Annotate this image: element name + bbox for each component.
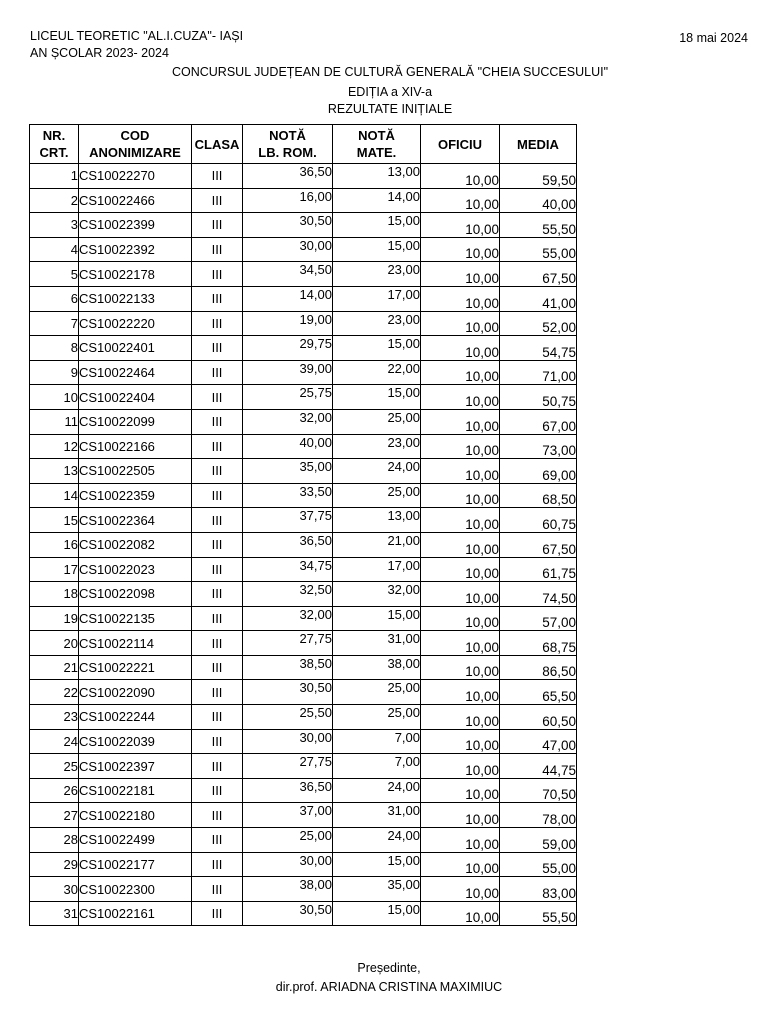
class-cell: III (192, 680, 243, 705)
average-score: 59,00 (500, 828, 577, 853)
romanian-grade: 39,00 (243, 360, 333, 385)
average-score: 47,00 (500, 729, 577, 754)
table-row (30, 901, 577, 926)
class-cell: III (192, 213, 243, 238)
romanian-grade: 32,00 (243, 409, 333, 434)
class-cell: III (192, 582, 243, 607)
average-score: 68,75 (500, 631, 577, 656)
oficiu-points: 10,00 (421, 409, 500, 434)
romanian-grade: 19,00 (243, 311, 333, 336)
class-cell: III (192, 164, 243, 189)
romanian-grade: 14,00 (243, 286, 333, 311)
romanian-grade: 38,00 (243, 877, 333, 902)
average-score: 59,50 (500, 164, 577, 189)
oficiu-points: 10,00 (421, 237, 500, 262)
average-score: 52,00 (500, 311, 577, 336)
oficiu-points: 10,00 (421, 434, 500, 459)
table-row (30, 680, 577, 705)
row-number: 10 (30, 385, 79, 410)
anonymized-code: CS10022180 (79, 803, 192, 828)
romanian-grade: 36,50 (243, 532, 333, 557)
oficiu-points: 10,00 (421, 213, 500, 238)
anonymized-code: CS10022220 (79, 311, 192, 336)
class-cell: III (192, 311, 243, 336)
math-grade: 14,00 (333, 188, 421, 213)
row-number: 16 (30, 532, 79, 557)
math-grade: 24,00 (333, 778, 421, 803)
anonymized-code: CS10022090 (79, 680, 192, 705)
oficiu-points: 10,00 (421, 459, 500, 484)
class-cell: III (192, 360, 243, 385)
average-score: 83,00 (500, 877, 577, 902)
oficiu-points: 10,00 (421, 803, 500, 828)
row-number: 23 (30, 705, 79, 730)
average-score: 60,50 (500, 705, 577, 730)
anonymized-code: CS10022178 (79, 262, 192, 287)
row-number: 15 (30, 508, 79, 533)
row-number: 25 (30, 754, 79, 779)
romanian-grade: 27,75 (243, 754, 333, 779)
anonymized-code: CS10022464 (79, 360, 192, 385)
oficiu-points: 10,00 (421, 582, 500, 607)
romanian-grade: 35,00 (243, 459, 333, 484)
header-media: MEDIA (500, 125, 577, 164)
table-row (30, 582, 577, 607)
average-score: 44,75 (500, 754, 577, 779)
oficiu-points: 10,00 (421, 164, 500, 189)
romanian-grade: 29,75 (243, 336, 333, 361)
average-score: 67,50 (500, 262, 577, 287)
math-grade: 23,00 (333, 434, 421, 459)
row-number: 5 (30, 262, 79, 287)
signature-role: Președinte, (357, 961, 421, 975)
oficiu-points: 10,00 (421, 828, 500, 853)
header-nr-crt: NR. CRT. (30, 125, 79, 164)
math-grade: 24,00 (333, 459, 421, 484)
average-score: 41,00 (500, 286, 577, 311)
anonymized-code: CS10022397 (79, 754, 192, 779)
math-grade: 25,00 (333, 483, 421, 508)
table-header-row (30, 125, 577, 164)
table-row (30, 164, 577, 189)
math-grade: 15,00 (333, 901, 421, 926)
anonymized-code: CS10022177 (79, 852, 192, 877)
average-score: 73,00 (500, 434, 577, 459)
row-number: 21 (30, 655, 79, 680)
header-clasa: CLASA (192, 125, 243, 164)
math-grade: 24,00 (333, 828, 421, 853)
math-grade: 32,00 (333, 582, 421, 607)
results-body (30, 164, 577, 926)
class-cell: III (192, 434, 243, 459)
romanian-grade: 37,00 (243, 803, 333, 828)
class-cell: III (192, 385, 243, 410)
header-nota-romana: NOTĂ LB. ROM. (243, 125, 333, 164)
anonymized-code: CS10022359 (79, 483, 192, 508)
anonymized-code: CS10022098 (79, 582, 192, 607)
class-cell: III (192, 631, 243, 656)
average-score: 86,50 (500, 655, 577, 680)
anonymized-code: CS10022114 (79, 631, 192, 656)
anonymized-code: CS10022221 (79, 655, 192, 680)
class-cell: III (192, 606, 243, 631)
romanian-grade: 30,00 (243, 237, 333, 262)
oficiu-points: 10,00 (421, 508, 500, 533)
anonymized-code: CS10022270 (79, 164, 192, 189)
row-number: 7 (30, 311, 79, 336)
class-cell: III (192, 262, 243, 287)
document-date: 18 mai 2024 (679, 31, 748, 45)
average-score: 61,75 (500, 557, 577, 582)
class-cell: III (192, 778, 243, 803)
table-row (30, 877, 577, 902)
row-number: 3 (30, 213, 79, 238)
romanian-grade: 16,00 (243, 188, 333, 213)
anonymized-code: CS10022399 (79, 213, 192, 238)
romanian-grade: 32,50 (243, 582, 333, 607)
table-row (30, 409, 577, 434)
anonymized-code: CS10022300 (79, 877, 192, 902)
math-grade: 21,00 (333, 532, 421, 557)
class-cell: III (192, 409, 243, 434)
table-row (30, 188, 577, 213)
class-cell: III (192, 459, 243, 484)
class-cell: III (192, 286, 243, 311)
class-cell: III (192, 754, 243, 779)
row-number: 27 (30, 803, 79, 828)
math-grade: 31,00 (333, 631, 421, 656)
header-cod-anonimizare: COD ANONIMIZARE (79, 125, 192, 164)
row-number: 30 (30, 877, 79, 902)
anonymized-code: CS10022099 (79, 409, 192, 434)
row-number: 17 (30, 557, 79, 582)
school-name: LICEUL TEORETIC "AL.I.CUZA"- IAȘI (30, 29, 244, 43)
oficiu-points: 10,00 (421, 336, 500, 361)
class-cell: III (192, 803, 243, 828)
row-number: 8 (30, 336, 79, 361)
romanian-grade: 25,50 (243, 705, 333, 730)
average-score: 65,50 (500, 680, 577, 705)
oficiu-points: 10,00 (421, 557, 500, 582)
table-row (30, 655, 577, 680)
row-number: 24 (30, 729, 79, 754)
oficiu-points: 10,00 (421, 778, 500, 803)
anonymized-code: CS10022082 (79, 532, 192, 557)
romanian-grade: 37,75 (243, 508, 333, 533)
average-score: 70,50 (500, 778, 577, 803)
class-cell: III (192, 188, 243, 213)
romanian-grade: 25,00 (243, 828, 333, 853)
oficiu-points: 10,00 (421, 705, 500, 730)
class-cell: III (192, 852, 243, 877)
row-number: 12 (30, 434, 79, 459)
math-grade: 13,00 (333, 508, 421, 533)
average-score: 55,50 (500, 901, 577, 926)
anonymized-code: CS10022023 (79, 557, 192, 582)
oficiu-points: 10,00 (421, 606, 500, 631)
oficiu-points: 10,00 (421, 360, 500, 385)
header-nota-mate: NOTĂ MATE. (333, 125, 421, 164)
math-grade: 35,00 (333, 877, 421, 902)
oficiu-points: 10,00 (421, 852, 500, 877)
anonymized-code: CS10022039 (79, 729, 192, 754)
table-row (30, 213, 577, 238)
average-score: 54,75 (500, 336, 577, 361)
anonymized-code: CS10022181 (79, 778, 192, 803)
math-grade: 31,00 (333, 803, 421, 828)
table-row (30, 729, 577, 754)
anonymized-code: CS10022404 (79, 385, 192, 410)
math-grade: 22,00 (333, 360, 421, 385)
romanian-grade: 25,75 (243, 385, 333, 410)
row-number: 18 (30, 582, 79, 607)
math-grade: 17,00 (333, 286, 421, 311)
anonymized-code: CS10022401 (79, 336, 192, 361)
math-grade: 25,00 (333, 705, 421, 730)
class-cell: III (192, 705, 243, 730)
table-row (30, 606, 577, 631)
average-score: 67,00 (500, 409, 577, 434)
results-title: REZULTATE INIȚIALE (327, 102, 453, 116)
romanian-grade: 30,00 (243, 852, 333, 877)
average-score: 68,50 (500, 483, 577, 508)
math-grade: 15,00 (333, 852, 421, 877)
math-grade: 7,00 (333, 754, 421, 779)
row-number: 26 (30, 778, 79, 803)
table-row (30, 557, 577, 582)
average-score: 60,75 (500, 508, 577, 533)
math-grade: 15,00 (333, 237, 421, 262)
math-grade: 23,00 (333, 311, 421, 336)
oficiu-points: 10,00 (421, 286, 500, 311)
average-score: 50,75 (500, 385, 577, 410)
anonymized-code: CS10022135 (79, 606, 192, 631)
row-number: 4 (30, 237, 79, 262)
row-number: 9 (30, 360, 79, 385)
math-grade: 15,00 (333, 336, 421, 361)
class-cell: III (192, 237, 243, 262)
oficiu-points: 10,00 (421, 680, 500, 705)
anonymized-code: CS10022133 (79, 286, 192, 311)
math-grade: 7,00 (333, 729, 421, 754)
average-score: 40,00 (500, 188, 577, 213)
romanian-grade: 33,50 (243, 483, 333, 508)
romanian-grade: 30,50 (243, 680, 333, 705)
row-number: 2 (30, 188, 79, 213)
edition-label: EDIȚIA a XIV-a (347, 85, 433, 99)
average-score: 57,00 (500, 606, 577, 631)
row-number: 19 (30, 606, 79, 631)
romanian-grade: 34,75 (243, 557, 333, 582)
math-grade: 38,00 (333, 655, 421, 680)
results-table (29, 124, 577, 926)
table-row (30, 705, 577, 730)
romanian-grade: 27,75 (243, 631, 333, 656)
anonymized-code: CS10022166 (79, 434, 192, 459)
row-number: 31 (30, 901, 79, 926)
table-row (30, 286, 577, 311)
romanian-grade: 40,00 (243, 434, 333, 459)
table-row (30, 459, 577, 484)
oficiu-points: 10,00 (421, 877, 500, 902)
table-row (30, 828, 577, 853)
oficiu-points: 10,00 (421, 655, 500, 680)
anonymized-code: CS10022364 (79, 508, 192, 533)
class-cell: III (192, 532, 243, 557)
romanian-grade: 36,50 (243, 164, 333, 189)
average-score: 55,50 (500, 213, 577, 238)
table-row (30, 385, 577, 410)
class-cell: III (192, 901, 243, 926)
oficiu-points: 10,00 (421, 754, 500, 779)
class-cell: III (192, 483, 243, 508)
anonymized-code: CS10022392 (79, 237, 192, 262)
romanian-grade: 36,50 (243, 778, 333, 803)
oficiu-points: 10,00 (421, 631, 500, 656)
romanian-grade: 34,50 (243, 262, 333, 287)
school-year: AN ȘCOLAR 2023- 2024 (30, 46, 169, 60)
oficiu-points: 10,00 (421, 385, 500, 410)
math-grade: 25,00 (333, 680, 421, 705)
anonymized-code: CS10022466 (79, 188, 192, 213)
anonymized-code: CS10022161 (79, 901, 192, 926)
average-score: 78,00 (500, 803, 577, 828)
oficiu-points: 10,00 (421, 532, 500, 557)
anonymized-code: CS10022244 (79, 705, 192, 730)
row-number: 14 (30, 483, 79, 508)
anonymized-code: CS10022499 (79, 828, 192, 853)
row-number: 1 (30, 164, 79, 189)
average-score: 67,50 (500, 532, 577, 557)
average-score: 71,00 (500, 360, 577, 385)
row-number: 6 (30, 286, 79, 311)
contest-title: CONCURSUL JUDEȚEAN DE CULTURĂ GENERALĂ "CHEIA SUCCESULUI" (171, 65, 609, 79)
math-grade: 17,00 (333, 557, 421, 582)
oficiu-points: 10,00 (421, 483, 500, 508)
row-number: 28 (30, 828, 79, 853)
table-row (30, 754, 577, 779)
class-cell: III (192, 336, 243, 361)
row-number: 20 (30, 631, 79, 656)
table-row (30, 434, 577, 459)
romanian-grade: 38,50 (243, 655, 333, 680)
romanian-grade: 30,50 (243, 901, 333, 926)
average-score: 55,00 (500, 852, 577, 877)
math-grade: 25,00 (333, 409, 421, 434)
table-row (30, 778, 577, 803)
math-grade: 15,00 (333, 385, 421, 410)
anonymized-code: CS10022505 (79, 459, 192, 484)
math-grade: 15,00 (333, 213, 421, 238)
romanian-grade: 32,00 (243, 606, 333, 631)
oficiu-points: 10,00 (421, 901, 500, 926)
math-grade: 15,00 (333, 606, 421, 631)
average-score: 55,00 (500, 237, 577, 262)
class-cell: III (192, 508, 243, 533)
romanian-grade: 30,00 (243, 729, 333, 754)
header-oficiu: OFICIU (421, 125, 500, 164)
class-cell: III (192, 877, 243, 902)
math-grade: 13,00 (333, 164, 421, 189)
table-row (30, 237, 577, 262)
table-row (30, 262, 577, 287)
class-cell: III (192, 557, 243, 582)
table-row (30, 311, 577, 336)
romanian-grade: 30,50 (243, 213, 333, 238)
average-score: 69,00 (500, 459, 577, 484)
oficiu-points: 10,00 (421, 729, 500, 754)
table-row (30, 532, 577, 557)
signature-name: dir.prof. ARIADNA CRISTINA MAXIMIUC (275, 980, 503, 994)
row-number: 22 (30, 680, 79, 705)
table-row (30, 483, 577, 508)
oficiu-points: 10,00 (421, 262, 500, 287)
row-number: 11 (30, 409, 79, 434)
average-score: 74,50 (500, 582, 577, 607)
table-row (30, 803, 577, 828)
table-row (30, 631, 577, 656)
class-cell: III (192, 655, 243, 680)
row-number: 29 (30, 852, 79, 877)
class-cell: III (192, 729, 243, 754)
oficiu-points: 10,00 (421, 188, 500, 213)
table-row (30, 360, 577, 385)
school-header (30, 28, 243, 62)
math-grade: 23,00 (333, 262, 421, 287)
oficiu-points: 10,00 (421, 311, 500, 336)
table-row (30, 852, 577, 877)
table-row (30, 508, 577, 533)
table-row (30, 336, 577, 361)
class-cell: III (192, 828, 243, 853)
row-number: 13 (30, 459, 79, 484)
